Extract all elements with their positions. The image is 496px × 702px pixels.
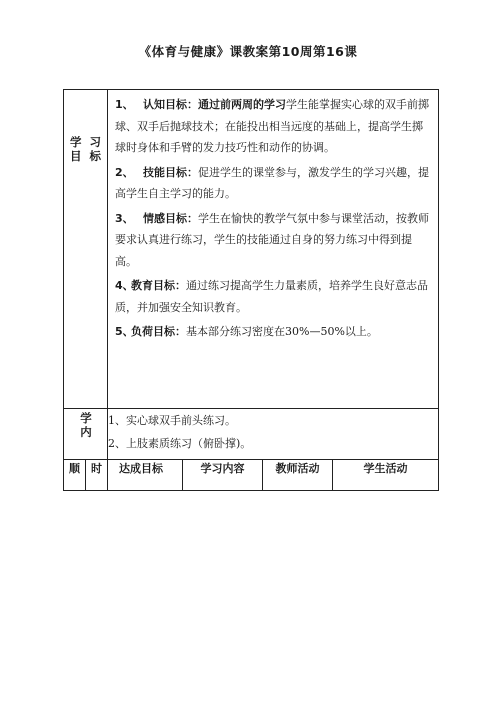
- objectives-content-cell: [108, 90, 439, 409]
- content-lines-cell: [108, 409, 439, 460]
- header-order: 顺: [64, 460, 86, 491]
- content-line: 2、上肢素质练习（俯卧撑)。: [108, 437, 252, 450]
- content-row: [64, 409, 439, 460]
- objective-affective: [115, 208, 432, 273]
- content-label-bottom: 内: [80, 425, 92, 439]
- schedule-header-row: [64, 460, 439, 491]
- objectives-label-top: 学 习: [70, 135, 102, 149]
- objective-cognitive: [115, 94, 432, 159]
- lesson-plan-table: [63, 89, 439, 491]
- header-time: 时: [86, 460, 108, 491]
- objective-number: 2、: [115, 165, 134, 179]
- objective-number: 3、: [115, 211, 134, 225]
- content-label-cell: [64, 409, 108, 460]
- header-target: 达成目标: [108, 460, 183, 491]
- objective-number: 4、: [115, 279, 134, 292]
- objective-text: 学生能掌握实心球的双手前掷球、双手后抛球技术；在能投出相当远度的基础上，提高学生掷球时身体和手臂的发力技巧性和动作的协调。: [115, 98, 429, 154]
- objectives-row: [64, 90, 439, 409]
- objectives-label-bottom: 目 标: [70, 149, 102, 163]
- header-learning-content: 学习内容: [183, 460, 263, 491]
- page-title: 《体育与健康》课教案第10周第16课: [138, 44, 358, 59]
- objectives-label-cell: [64, 90, 108, 409]
- objective-text: 基本部分练习密度在30%—50%以上。: [186, 325, 378, 338]
- objective-education: [115, 275, 432, 318]
- header-student-activity: 学生活动: [333, 460, 439, 491]
- objective-keyword: 教育目标：: [131, 279, 186, 292]
- objective-keyword: 负荷目标：: [131, 325, 186, 338]
- objective-keyword: 技能目标：: [143, 165, 198, 179]
- objective-skill: [115, 162, 432, 205]
- objective-text: 通过练习提高学生力量素质，培养学生良好意志品质，并加强安全知识教育。: [115, 279, 428, 314]
- objective-text: 学生在愉快的教学气氛中参与课堂活动，按教师要求认真进行练习，学生的技能通过自身的努力练习中得到提高。: [115, 211, 429, 268]
- content-line: 1、实心球双手前头练习。: [108, 414, 236, 427]
- objective-number: 1、: [115, 98, 134, 111]
- header-teacher-activity: 教师活动: [263, 460, 333, 491]
- objective-load: [115, 321, 432, 343]
- objective-number: 5、: [115, 325, 134, 338]
- content-label-top: 学: [80, 411, 92, 425]
- objective-keyword: 认知目标：通过前两周的学习: [143, 98, 286, 111]
- objective-text: 促进学生的课堂参与，激发学生的学习兴趣，提高学生自主学习的能力。: [115, 165, 429, 200]
- objective-keyword: 情感目标：: [143, 211, 198, 225]
